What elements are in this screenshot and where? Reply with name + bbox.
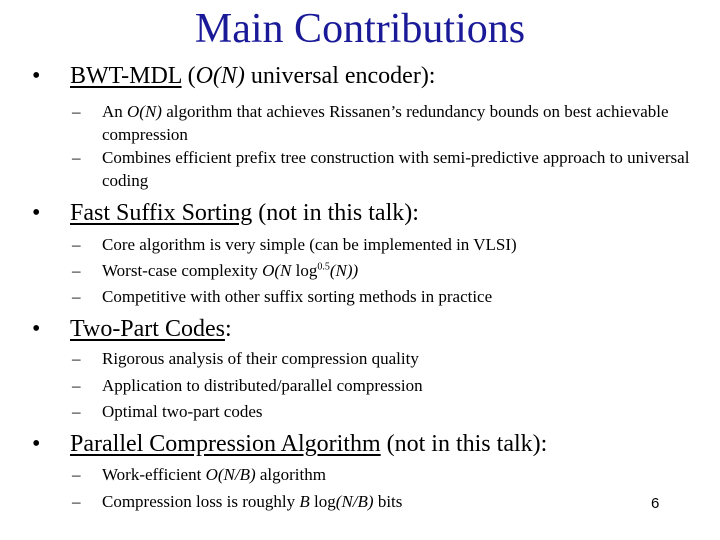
dash-marker: –: [72, 465, 81, 484]
bullet-heading-rest: (not in this talk):: [252, 200, 419, 226]
sub-item-superscript: 0.5: [317, 261, 330, 273]
sub-item: [72, 374, 692, 397]
sub-item-text: Rigorous analysis of their compression quality: [102, 349, 419, 368]
sub-item-text: Work-efficient: [102, 465, 206, 484]
dash-marker: –: [72, 261, 81, 280]
sub-item: [72, 259, 692, 282]
dash-marker: –: [72, 235, 81, 254]
sub-item: [72, 233, 692, 256]
sub-item: [72, 463, 692, 486]
sub-item: [72, 490, 692, 513]
sub-item: [72, 400, 692, 423]
bullet-marker: •: [32, 431, 41, 457]
bullet-heading: Parallel Compression Algorithm: [70, 431, 381, 457]
bullet-two-part-codes: [32, 315, 232, 343]
sub-item-italic: B: [299, 492, 310, 511]
dash-marker: –: [72, 376, 81, 395]
sub-item: [72, 100, 692, 146]
sub-item-italic: O(N): [127, 102, 162, 121]
sub-item-text: Worst-case complexity: [102, 261, 263, 280]
bullet-heading-rest: (: [181, 63, 196, 89]
sub-item-text: Compression loss is roughly: [102, 492, 300, 511]
bullet-heading-rest: (not in this talk):: [380, 431, 548, 457]
dash-marker: –: [72, 402, 81, 421]
slide-title: Main Contributions: [194, 6, 526, 52]
bullet-marker: •: [32, 63, 41, 89]
sub-item-text: Competitive with other suffix sorting methods in practice: [102, 287, 493, 306]
sub-item-text: Combines efficient prefix tree construction with semi-predictive approach to universal coding: [102, 148, 690, 190]
dash-marker: –: [72, 148, 81, 167]
sub-item-text: log: [295, 261, 318, 280]
sub-item-text: algorithm that achieves Rissanen’s redundancy bounds on best achievable compression: [102, 102, 669, 144]
sub-item-italic: (N/B): [335, 492, 374, 511]
bullet-fast-suffix-sorting: [32, 199, 419, 227]
bullet-heading: Fast Suffix Sorting: [70, 200, 253, 226]
sub-item-italic: (N)): [329, 261, 359, 280]
bullet-heading-italic: O(N): [195, 63, 245, 89]
dash-marker: –: [72, 349, 81, 368]
sub-item-text: log: [309, 492, 336, 511]
page-number: 6: [651, 495, 660, 512]
sub-item: [72, 347, 692, 370]
bullet-heading: Two-Part Codes: [70, 316, 225, 342]
bullet-bwt-mdl: [32, 62, 435, 90]
bullet-parallel-compression: [32, 430, 547, 458]
bullet-heading: BWT-MDL: [70, 63, 182, 89]
sub-item-text: An: [102, 102, 128, 121]
dash-marker: –: [72, 102, 81, 121]
sub-item-text: Optimal two-part codes: [102, 402, 263, 421]
sub-item-text: Application to distributed/parallel compression: [102, 376, 423, 395]
sub-item-italic: O(N/B): [205, 465, 256, 484]
bullet-heading-rest: :: [224, 316, 232, 342]
bullet-heading-rest: universal encoder):: [244, 63, 436, 89]
sub-item-text: Core algorithm is very simple (can be implemented in VLSI): [102, 235, 517, 254]
sub-item-text: bits: [373, 492, 403, 511]
dash-marker: –: [72, 492, 81, 511]
sub-item: [72, 285, 692, 308]
sub-item: [72, 146, 692, 192]
sub-item-text: algorithm: [255, 465, 326, 484]
bullet-marker: •: [32, 316, 41, 342]
bullet-marker: •: [32, 200, 41, 226]
dash-marker: –: [72, 287, 81, 306]
sub-item-italic: O(N: [262, 261, 296, 280]
